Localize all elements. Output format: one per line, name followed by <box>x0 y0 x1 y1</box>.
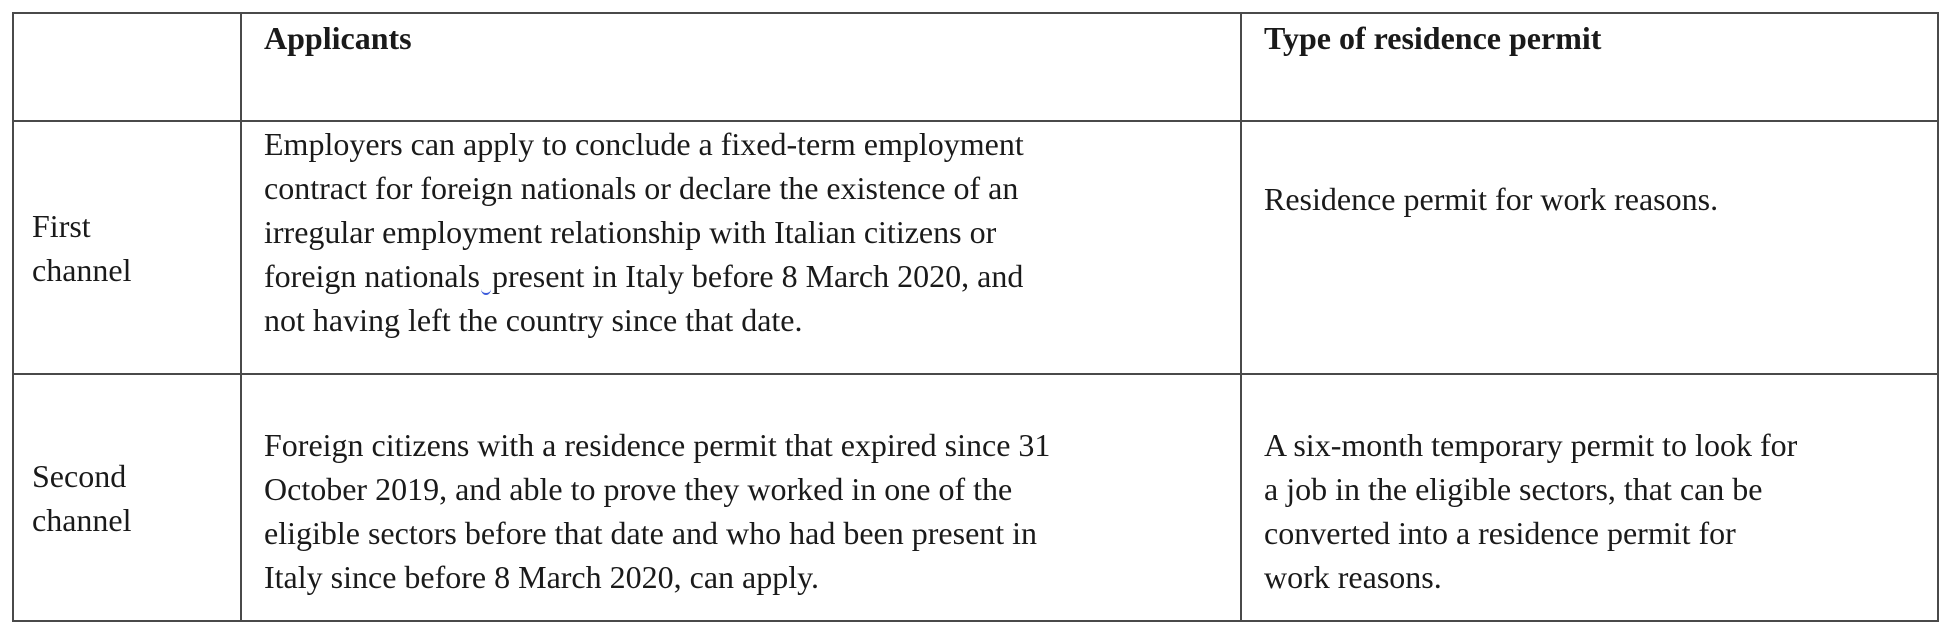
applicants-line-part: foreign nationals <box>264 258 480 294</box>
applicants-cell-first <box>241 121 1241 374</box>
applicants-line: Italy since before 8 March 2020, can apply. <box>264 559 820 595</box>
spellcheck-mark-icon <box>481 283 491 295</box>
applicants-cell-second <box>241 374 1241 621</box>
applicants-line: October 2019, and able to prove they worked in one of the <box>264 471 1013 507</box>
permit-cell-second <box>1241 374 1938 621</box>
applicants-line: Foreign citizens with a residence permit that expired since 31 <box>264 427 1051 463</box>
table-header-row <box>13 13 1938 121</box>
channel-label-line: First <box>32 207 91 244</box>
permit-cell-first <box>1241 121 1938 374</box>
table-row-first-channel <box>13 121 1938 374</box>
channel-label-second <box>13 374 241 621</box>
header-permit-type: Type of residence permit <box>1241 13 1938 121</box>
channel-label-line: channel <box>32 501 132 538</box>
applicants-line: eligible sectors before that date and who had been present in <box>264 515 1038 551</box>
permit-line: a job in the eligible sectors, that can be <box>1264 471 1763 507</box>
table-row-second-channel <box>13 374 1938 621</box>
applicants-line: not having left the country since that date. <box>264 302 803 338</box>
header-applicants: Applicants <box>241 13 1241 121</box>
applicants-line: contract for foreign nationals or declare the existence of an <box>264 170 1019 206</box>
regularisation-channels-table <box>12 12 1939 622</box>
regularisation-table-container <box>12 12 1937 620</box>
applicants-line-with-spellcheck <box>264 254 1230 298</box>
permit-line: A six-month temporary permit to look for <box>1264 427 1798 463</box>
header-blank-cell <box>13 13 241 121</box>
channel-label-line: channel <box>32 251 132 288</box>
channel-label-first <box>13 121 241 374</box>
permit-line: work reasons. <box>1264 559 1442 595</box>
applicants-line: Employers can apply to conclude a fixed-term employment <box>264 126 1024 162</box>
channel-label-line: Second <box>32 457 127 494</box>
permit-line: converted into a residence permit for <box>1264 515 1736 551</box>
applicants-line-part: present in Italy before 8 March 2020, and <box>491 258 1024 294</box>
permit-line: Residence permit for work reasons. <box>1264 181 1719 217</box>
applicants-line: irregular employment relationship with Italian citizens or <box>264 214 997 250</box>
